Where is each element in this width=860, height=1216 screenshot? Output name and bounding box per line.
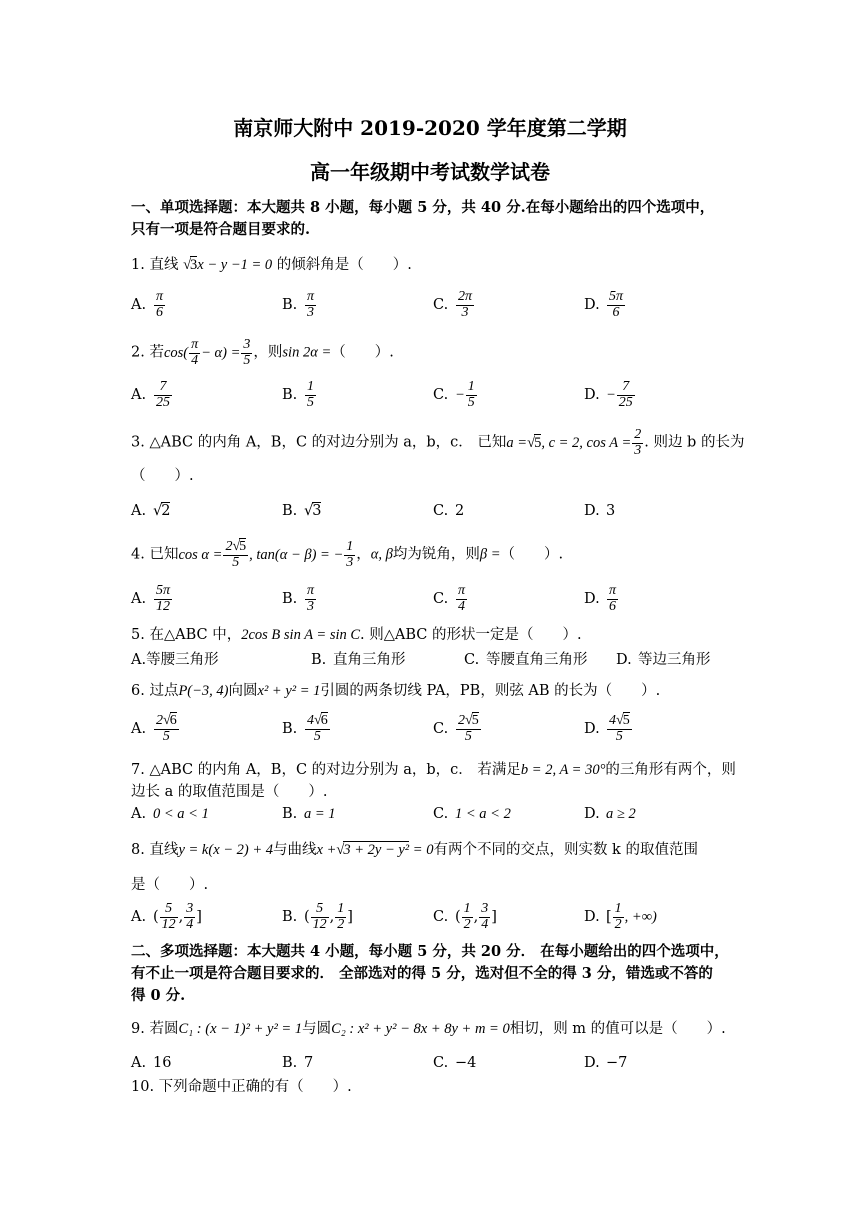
q8-option-a[interactable]: A. ( $\frac{5}{12}$ , $\frac{3}{4}$ ] (131, 901, 202, 932)
q7-option-a[interactable]: A. 0 < a < 1 (131, 806, 209, 822)
question-number: 1. (131, 257, 145, 273)
q5-option-b[interactable]: B. 直角三角形 (311, 652, 406, 668)
q2-option-c[interactable]: C. − $\frac{1}{5}$ (433, 379, 475, 410)
q1-option-c[interactable]: C. $\frac{2\pi}{3}$ (433, 289, 473, 320)
question-2 (131, 338, 394, 368)
math-expression: a =√5, c = 2, cos A = $\frac{2}{3}$ (506, 427, 642, 458)
question-7-line2: 边长 a 的取值范围是（ ）. (131, 784, 328, 800)
question-number: 7. (131, 762, 145, 778)
question-4 (131, 540, 563, 570)
question-7 (131, 761, 736, 779)
question-text: （ ）. (500, 546, 564, 563)
section1-heading-line1: 一、单项选择题：本大题共 8 小题，每小题 5 分，共 40 分.在每小题给出的四个选项中， (131, 199, 715, 216)
math-expression: y = k(x − 2) + 4 (178, 842, 274, 858)
section2-heading-line3: 得 0 分. (131, 987, 186, 1004)
question-text: ， (356, 546, 371, 563)
section2-heading-line1: 二、多项选择题：本大题共 4 小题，每小题 5 分，共 20 分． 在每小题给出的四个选项中， (131, 943, 729, 960)
q1-option-d[interactable]: D. $\frac{5\pi}{6}$ (584, 289, 624, 320)
question-5 (131, 626, 582, 644)
question-text: 的三角形有两个，则 (605, 762, 736, 778)
question-number: 2. (131, 344, 145, 361)
math-expression: x² + y² = 1 (257, 683, 321, 699)
q4-option-b[interactable]: B. $\frac{\pi}{3}$ (282, 583, 315, 614)
q9-option-c[interactable]: C. −4 (433, 1055, 477, 1071)
q2-option-d[interactable]: D. − $\frac{7}{25}$ (584, 379, 633, 410)
question-6 (131, 682, 660, 700)
question-text: 与圆 (302, 1021, 332, 1037)
question-text: △ABC 的内角 A，B，C 的对边分别为 a，b，c． 已知 (149, 434, 507, 451)
question-text: （ ）. (331, 344, 394, 361)
math-expression: cos( $\frac{\pi}{4}$ − α) = $\frac{3}{5}$ (163, 337, 251, 368)
question-text: 直线 (149, 257, 179, 273)
question-number: 5. (131, 627, 145, 643)
q7-option-d[interactable]: D. a ≥ 2 (584, 806, 636, 822)
section2-heading-line2: 有不止一项是符合题目要求的． 全部选对的得 5 分，选对但不全的得 3 分，错选或不答的 (131, 965, 713, 982)
question-text: 引圆的两条切线 PA，PB，则弦 AB 的长为（ ）. (320, 683, 661, 699)
math-expression: cos α = $\frac{2√5}{5}$ , tan(α − β) = − $\frac{1}{3}$ (178, 539, 354, 570)
question-text: 相切，则 m 的值可以是（ ）. (509, 1021, 726, 1037)
q3-option-c[interactable]: C. 2 (433, 503, 465, 519)
math-expression: α, β (370, 546, 393, 563)
question-text: 的倾斜角是（ ）. (276, 257, 412, 273)
question-number: 6. (131, 683, 145, 699)
question-text: 过点 (149, 683, 179, 699)
question-8-line2: 是（ ）. (131, 877, 209, 893)
q6-option-b[interactable]: B. $\frac{4√6}{5}$ (282, 713, 328, 744)
q5-option-a[interactable]: A.等腰三角形 (131, 652, 219, 668)
q3-option-a[interactable]: A. √2 (131, 503, 171, 519)
q6-option-d[interactable]: D. $\frac{4√5}{5}$ (584, 713, 630, 744)
math-expression: 2cos B sin A = sin C (241, 627, 361, 643)
q4-option-c[interactable]: C. $\frac{\pi}{4}$ (433, 583, 466, 614)
question-3-line2: （ ）. (131, 468, 194, 484)
math-expression: C₂ : x² + y² − 8x + 8y + m = 0 (331, 1021, 510, 1037)
q5-option-d[interactable]: D. 等边三角形 (616, 652, 711, 668)
question-number: 10. (131, 1079, 155, 1095)
question-text: . 则边 b 的长为 (644, 434, 745, 451)
question-text: 若 (149, 344, 164, 361)
math-expression: √3x − y −1 = 0 (183, 257, 273, 273)
math-expression: x +√3 + 2y − y² = 0 (316, 842, 434, 858)
question-text: △ABC 的内角 A，B，C 的对边分别为 a，b，c． 若满足 (149, 762, 521, 778)
question-number: 8. (131, 842, 145, 858)
question-text: 有两个不同的交点，则实数 k 的取值范围 (433, 842, 698, 858)
q1-option-b[interactable]: B. $\frac{\pi}{3}$ (282, 289, 315, 320)
q4-option-a[interactable]: A. $\frac{5\pi}{12}$ (131, 583, 171, 614)
question-text: 均为锐角，则 (392, 546, 480, 563)
math-expression: C₁ : (x − 1)² + y² = 1 (178, 1021, 303, 1037)
question-text: ，则 (253, 344, 283, 361)
question-3 (131, 428, 744, 458)
q3-option-b[interactable]: B. √3 (282, 503, 322, 519)
question-text: 下列命题中正确的有（ ）. (158, 1079, 352, 1095)
q3-option-d[interactable]: D. 3 (584, 503, 616, 519)
q8-option-d[interactable]: D. [ $\frac{1}{2}$ , +∞) (584, 901, 657, 932)
math-expression: P(−3, 4) (178, 683, 229, 699)
q9-option-d[interactable]: D. −7 (584, 1055, 628, 1071)
exam-title-line1: 南京师大附中 2019-2020 学年度第二学期 (233, 116, 627, 140)
question-1 (131, 256, 412, 274)
q2-option-a[interactable]: A. $\frac{7}{25}$ (131, 379, 170, 410)
question-text: 向圆 (228, 683, 258, 699)
q7-option-b[interactable]: B. a = 1 (282, 806, 336, 822)
question-9 (131, 1020, 726, 1038)
q7-option-c[interactable]: C. 1 < a < 2 (433, 806, 511, 822)
math-expression: sin 2α = (282, 344, 332, 361)
q6-option-a[interactable]: A. $\frac{2√6}{5}$ (131, 713, 177, 744)
q6-option-c[interactable]: C. $\frac{2√5}{5}$ (433, 713, 479, 744)
q9-option-a[interactable]: A. 16 (131, 1055, 172, 1071)
question-text: . 则△ABC 的形状一定是（ ）. (360, 627, 582, 643)
question-text: 已知 (149, 546, 179, 563)
q9-option-b[interactable]: B. 7 (282, 1055, 314, 1071)
math-expression: b = 2, A = 30° (520, 762, 606, 778)
q4-option-d[interactable]: D. $\frac{\pi}{6}$ (584, 583, 617, 614)
question-8 (131, 841, 698, 859)
question-text: 直线 (149, 842, 179, 858)
q5-option-c[interactable]: C. 等腰直角三角形 (464, 652, 588, 668)
question-number: 3. (131, 434, 145, 451)
q8-option-b[interactable]: B. ( $\frac{5}{12}$ , $\frac{1}{2}$ ] (282, 901, 353, 932)
math-expression: β = (479, 546, 501, 563)
q1-option-a[interactable]: A. $\frac{\pi}{6}$ (131, 289, 164, 320)
question-text: 若圆 (149, 1021, 179, 1037)
question-10 (131, 1078, 352, 1096)
q8-option-c[interactable]: C. ( $\frac{1}{2}$ , $\frac{3}{4}$ ] (433, 901, 497, 932)
question-text: 在△ABC 中， (149, 627, 242, 643)
exam-title-line2: 高一年级期中考试数学试卷 (310, 160, 550, 184)
question-text: 与曲线 (273, 842, 317, 858)
section1-heading-line2: 只有一项是符合题目要求的. (131, 221, 311, 238)
question-number: 9. (131, 1021, 145, 1037)
question-number: 4. (131, 546, 145, 563)
q2-option-b[interactable]: B. $\frac{1}{5}$ (282, 379, 314, 410)
